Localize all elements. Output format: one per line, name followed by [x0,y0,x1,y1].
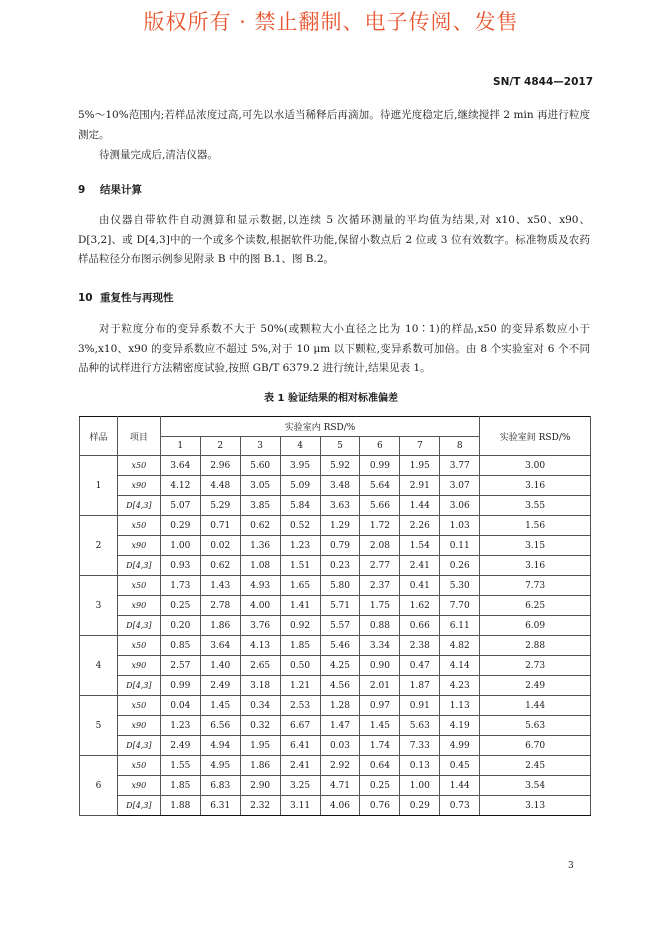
within-lab-rsd-cell: 1.62 [400,596,440,616]
between-lab-rsd-cell: 3.13 [480,796,591,816]
within-lab-rsd-cell: 0.88 [360,616,400,636]
table-row [80,476,591,496]
section-title: 重复性与再现性 [100,292,174,304]
within-lab-rsd-cell: 1.36 [240,536,280,556]
table-row [80,696,591,716]
section-9-heading [78,182,142,197]
within-lab-rsd-cell: 2.41 [280,756,320,776]
header-within-lab: 实验室内 RSD/% [160,417,479,437]
within-lab-rsd-cell: 2.57 [160,656,200,676]
item-cell: D[4,3] [117,676,160,696]
within-lab-rsd-cell: 5.80 [320,576,360,596]
within-lab-rsd-cell: 6.11 [440,616,480,636]
within-lab-rsd-cell: 3.63 [320,496,360,516]
within-lab-rsd-cell: 2.92 [320,756,360,776]
within-lab-rsd-cell: 0.25 [360,776,400,796]
within-lab-rsd-cell: 1.87 [400,676,440,696]
within-lab-rsd-cell: 0.47 [400,656,440,676]
item-cell: D[4,3] [117,556,160,576]
within-lab-rsd-cell: 1.00 [160,536,200,556]
item-cell: D[4,3] [117,796,160,816]
within-lab-rsd-cell: 2.78 [200,596,240,616]
within-lab-rsd-cell: 4.93 [240,576,280,596]
within-lab-rsd-cell: 1.74 [360,736,400,756]
page-number: 3 [568,861,574,871]
within-lab-rsd-cell: 5.60 [240,456,280,476]
within-lab-rsd-cell: 0.99 [160,676,200,696]
within-lab-rsd-cell: 3.07 [440,476,480,496]
item-cell: x50 [117,636,160,656]
table-row [80,576,591,596]
lab-number-header: 7 [400,437,440,456]
within-lab-rsd-cell: 1.51 [280,556,320,576]
within-lab-rsd-cell: 4.99 [440,736,480,756]
within-lab-rsd-cell: 0.25 [160,596,200,616]
within-lab-rsd-cell: 3.11 [280,796,320,816]
within-lab-rsd-cell: 1.86 [200,616,240,636]
within-lab-rsd-cell: 2.49 [160,736,200,756]
within-lab-rsd-cell: 1.43 [200,576,240,596]
within-lab-rsd-cell: 0.99 [360,456,400,476]
within-lab-rsd-cell: 0.04 [160,696,200,716]
within-lab-rsd-cell: 0.73 [440,796,480,816]
within-lab-rsd-cell: 2.32 [240,796,280,816]
section-number: 9 [78,184,86,196]
within-lab-rsd-cell: 0.52 [280,516,320,536]
within-lab-rsd-cell: 0.11 [440,536,480,556]
between-lab-rsd-cell: 2.45 [480,756,591,776]
within-lab-rsd-cell: 5.84 [280,496,320,516]
within-lab-rsd-cell: 0.13 [400,756,440,776]
within-lab-rsd-cell: 2.41 [400,556,440,576]
sample-cell: 4 [80,636,118,696]
between-lab-rsd-cell: 3.16 [480,476,591,496]
item-cell: D[4,3] [117,736,160,756]
within-lab-rsd-cell: 4.25 [320,656,360,676]
between-lab-rsd-cell: 2.49 [480,676,591,696]
between-lab-rsd-cell: 1.44 [480,696,591,716]
within-lab-rsd-cell: 1.85 [280,636,320,656]
within-lab-rsd-cell: 3.06 [440,496,480,516]
within-lab-rsd-cell: 0.50 [280,656,320,676]
within-lab-rsd-cell: 6.41 [280,736,320,756]
within-lab-rsd-cell: 3.77 [440,456,480,476]
table-row [80,796,591,816]
within-lab-rsd-cell: 3.95 [280,456,320,476]
within-lab-rsd-cell: 1.88 [160,796,200,816]
item-cell: x50 [117,756,160,776]
within-lab-rsd-cell: 0.62 [240,516,280,536]
within-lab-rsd-cell: 3.64 [160,456,200,476]
within-lab-rsd-cell: 1.40 [200,656,240,676]
table-row [80,656,591,676]
within-lab-rsd-cell: 1.95 [400,456,440,476]
sample-cell: 3 [80,576,118,636]
within-lab-rsd-cell: 1.41 [280,596,320,616]
within-lab-rsd-cell: 5.66 [360,496,400,516]
header-sample: 样品 [80,417,118,456]
within-lab-rsd-cell: 0.85 [160,636,200,656]
within-lab-rsd-cell: 0.29 [160,516,200,536]
within-lab-rsd-cell: 1.23 [280,536,320,556]
item-cell: x90 [117,776,160,796]
table-row [80,596,591,616]
between-lab-rsd-cell: 6.09 [480,616,591,636]
within-lab-rsd-cell: 2.77 [360,556,400,576]
table-row [80,456,591,476]
within-lab-rsd-cell: 5.46 [320,636,360,656]
within-lab-rsd-cell: 5.09 [280,476,320,496]
within-lab-rsd-cell: 0.03 [320,736,360,756]
lab-number-header: 6 [360,437,400,456]
within-lab-rsd-cell: 6.56 [200,716,240,736]
paragraph-result-calculation: 由仪器自带软件自动测算和显示数据,以连续 5 次循环测量的平均值为结果,对 x10、x50、x90、D[3,2]、或 D[4,3]中的一个或多个读数,根据软件功能,保留小数点后 2 位或 3 位有效数字。标准物质及农药样品粒径分布图示例参见附录 B 中的图 B.1、图 B.2。 [78,214,590,265]
within-lab-rsd-cell: 1.65 [280,576,320,596]
table-row [80,616,591,636]
within-lab-rsd-cell: 0.34 [240,696,280,716]
within-lab-rsd-cell: 3.05 [240,476,280,496]
within-lab-rsd-cell: 4.19 [440,716,480,736]
between-lab-rsd-cell: 1.56 [480,516,591,536]
within-lab-rsd-cell: 2.37 [360,576,400,596]
sample-cell: 5 [80,696,118,756]
between-lab-rsd-cell: 5.63 [480,716,591,736]
within-lab-rsd-cell: 0.97 [360,696,400,716]
within-lab-rsd-cell: 1.45 [360,716,400,736]
lab-number-header: 5 [320,437,360,456]
within-lab-rsd-cell: 2.96 [200,456,240,476]
within-lab-rsd-cell: 2.53 [280,696,320,716]
within-lab-rsd-cell: 1.21 [280,676,320,696]
within-lab-rsd-cell: 0.02 [200,536,240,556]
table-row [80,496,591,516]
within-lab-rsd-cell: 0.79 [320,536,360,556]
item-cell: x50 [117,696,160,716]
between-lab-rsd-cell: 3.15 [480,536,591,556]
item-cell: x50 [117,516,160,536]
within-lab-rsd-cell: 4.00 [240,596,280,616]
standard-code: SN/T 4844—2017 [493,76,593,88]
within-lab-rsd-cell: 6.31 [200,796,240,816]
within-lab-rsd-cell: 4.95 [200,756,240,776]
table-body [80,456,591,816]
between-lab-rsd-cell: 3.55 [480,496,591,516]
within-lab-rsd-cell: 7.70 [440,596,480,616]
within-lab-rsd-cell: 5.71 [320,596,360,616]
paragraph-repeatability: 对于粒度分布的变异系数不大于 50%(或颗粒大小直径之比为 10∶1)的样品,x50 的变异系数应小于 3%,x10、x90 的变异系数应不超过 5%,对于 10 μm 以下颗粒,变异系数可加倍。由 8 个实验室对 6 个不同品种的试样进行方法精密度试验,按照 GB/T 6379.2 进行统计,结果见表 1。 [78,323,590,374]
within-lab-rsd-cell: 1.44 [400,496,440,516]
sample-cell: 1 [80,456,118,516]
section-number: 10 [78,292,93,304]
within-lab-rsd-cell: 4.06 [320,796,360,816]
within-lab-rsd-cell: 2.08 [360,536,400,556]
header-item: 项目 [117,417,160,456]
within-lab-rsd-cell: 4.14 [440,656,480,676]
within-lab-rsd-cell: 1.95 [240,736,280,756]
item-cell: x50 [117,576,160,596]
between-lab-rsd-cell: 3.54 [480,776,591,796]
within-lab-rsd-cell: 0.45 [440,756,480,776]
within-lab-rsd-cell: 0.90 [360,656,400,676]
between-lab-rsd-cell: 7.73 [480,576,591,596]
within-lab-rsd-cell: 6.67 [280,716,320,736]
table-row [80,556,591,576]
table-caption: 表 1 验证结果的相对标准偏差 [264,393,398,404]
paragraph-clean-instrument: 待测量完成后,清洁仪器。 [99,149,218,161]
within-lab-rsd-cell: 0.93 [160,556,200,576]
item-cell: x90 [117,596,160,616]
within-lab-rsd-cell: 6.83 [200,776,240,796]
within-lab-rsd-cell: 1.55 [160,756,200,776]
within-lab-rsd-cell: 1.45 [200,696,240,716]
within-lab-rsd-cell: 3.48 [320,476,360,496]
header-between-lab: 实验室间 RSD/% [480,417,591,456]
section-title: 结果计算 [100,184,142,196]
table-row [80,776,591,796]
lab-number-header: 1 [160,437,200,456]
sample-cell: 2 [80,516,118,576]
item-cell: x50 [117,456,160,476]
item-cell: x90 [117,476,160,496]
table-row [80,636,591,656]
within-lab-rsd-cell: 2.49 [200,676,240,696]
table-row [80,756,591,776]
between-lab-rsd-cell: 2.73 [480,656,591,676]
within-lab-rsd-cell: 0.92 [280,616,320,636]
within-lab-rsd-cell: 1.29 [320,516,360,536]
item-cell: D[4,3] [117,616,160,636]
paragraph-procedure-end: 5%～10%范围内;若样品浓度过高,可先以水适当稀释后再滴加。待遮光度稳定后,继续搅拌 2 min 再进行粒度测定。 [78,109,590,141]
within-lab-rsd-cell: 5.07 [160,496,200,516]
item-cell: D[4,3] [117,496,160,516]
within-lab-rsd-cell: 1.72 [360,516,400,536]
item-cell: x90 [117,716,160,736]
within-lab-rsd-cell: 1.03 [440,516,480,536]
within-lab-rsd-cell: 0.26 [440,556,480,576]
lab-number-header: 2 [200,437,240,456]
within-lab-rsd-cell: 2.65 [240,656,280,676]
within-lab-rsd-cell: 5.63 [400,716,440,736]
between-lab-rsd-cell: 3.00 [480,456,591,476]
within-lab-rsd-cell: 4.71 [320,776,360,796]
within-lab-rsd-cell: 4.94 [200,736,240,756]
within-lab-rsd-cell: 1.13 [440,696,480,716]
within-lab-rsd-cell: 1.00 [400,776,440,796]
within-lab-rsd-cell: 3.64 [200,636,240,656]
within-lab-rsd-cell: 3.85 [240,496,280,516]
within-lab-rsd-cell: 5.30 [440,576,480,596]
within-lab-rsd-cell: 1.86 [240,756,280,776]
within-lab-rsd-cell: 2.91 [400,476,440,496]
lab-number-header: 8 [440,437,480,456]
within-lab-rsd-cell: 1.73 [160,576,200,596]
within-lab-rsd-cell: 0.20 [160,616,200,636]
within-lab-rsd-cell: 0.23 [320,556,360,576]
copyright-watermark: 版权所有 · 禁止翻制、电子传阅、发售 [143,10,519,34]
within-lab-rsd-cell: 0.71 [200,516,240,536]
between-lab-rsd-cell: 2.88 [480,636,591,656]
table-row [80,516,591,536]
within-lab-rsd-cell: 4.12 [160,476,200,496]
within-lab-rsd-cell: 3.76 [240,616,280,636]
within-lab-rsd-cell: 2.26 [400,516,440,536]
section-10-heading [78,290,174,305]
within-lab-rsd-cell: 0.76 [360,796,400,816]
sample-cell: 6 [80,756,118,816]
table-row [80,536,591,556]
item-cell: x90 [117,536,160,556]
within-lab-rsd-cell: 0.32 [240,716,280,736]
within-lab-rsd-cell: 1.47 [320,716,360,736]
within-lab-rsd-cell: 3.34 [360,636,400,656]
within-lab-rsd-cell: 0.91 [400,696,440,716]
within-lab-rsd-cell: 4.48 [200,476,240,496]
within-lab-rsd-cell: 0.29 [400,796,440,816]
item-cell: x90 [117,656,160,676]
within-lab-rsd-cell: 0.62 [200,556,240,576]
between-lab-rsd-cell: 6.70 [480,736,591,756]
within-lab-rsd-cell: 0.41 [400,576,440,596]
within-lab-rsd-cell: 2.90 [240,776,280,796]
within-lab-rsd-cell: 3.18 [240,676,280,696]
within-lab-rsd-cell: 1.08 [240,556,280,576]
table-row [80,676,591,696]
within-lab-rsd-cell: 4.82 [440,636,480,656]
within-lab-rsd-cell: 1.54 [400,536,440,556]
within-lab-rsd-cell: 4.56 [320,676,360,696]
within-lab-rsd-cell: 7.33 [400,736,440,756]
table-row [80,716,591,736]
within-lab-rsd-cell: 2.38 [400,636,440,656]
rsd-table [79,416,591,816]
within-lab-rsd-cell: 1.44 [440,776,480,796]
within-lab-rsd-cell: 1.85 [160,776,200,796]
within-lab-rsd-cell: 3.25 [280,776,320,796]
within-lab-rsd-cell: 1.75 [360,596,400,616]
within-lab-rsd-cell: 4.13 [240,636,280,656]
within-lab-rsd-cell: 1.28 [320,696,360,716]
within-lab-rsd-cell: 0.64 [360,756,400,776]
lab-number-header: 3 [240,437,280,456]
table-row [80,736,591,756]
within-lab-rsd-cell: 5.29 [200,496,240,516]
within-lab-rsd-cell: 1.23 [160,716,200,736]
between-lab-rsd-cell: 3.16 [480,556,591,576]
within-lab-rsd-cell: 4.23 [440,676,480,696]
within-lab-rsd-cell: 5.57 [320,616,360,636]
within-lab-rsd-cell: 5.64 [360,476,400,496]
between-lab-rsd-cell: 6.25 [480,596,591,616]
lab-number-header: 4 [280,437,320,456]
within-lab-rsd-cell: 5.92 [320,456,360,476]
within-lab-rsd-cell: 2.01 [360,676,400,696]
within-lab-rsd-cell: 0.66 [400,616,440,636]
